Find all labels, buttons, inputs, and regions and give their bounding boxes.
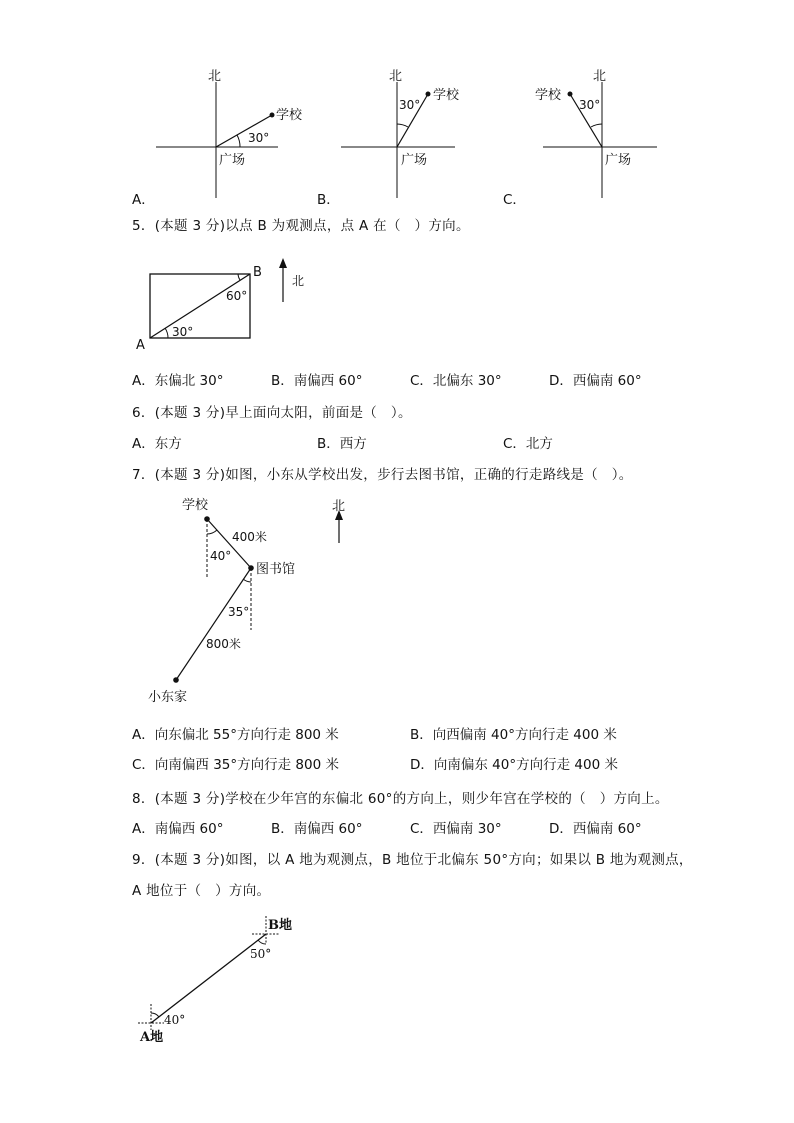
north-label: 北 <box>208 69 222 84</box>
angle-label: 30° <box>399 98 421 112</box>
distance-400-label: 400米 <box>232 530 267 544</box>
angle-50-label: 50° <box>250 947 272 961</box>
point-a-label: A <box>136 338 145 353</box>
figure-option-a <box>150 60 310 205</box>
north-label: 北 <box>389 69 403 84</box>
north-label: 北 <box>292 274 305 288</box>
q5-option-d[interactable]: D．西偏南 60° <box>549 373 642 389</box>
q7-option-b[interactable]: B．向西偏南 40°方向行走 400 米 <box>410 727 617 743</box>
q5-option-b[interactable]: B．南偏西 60° <box>271 373 363 389</box>
angle-35-label: 35° <box>228 605 250 619</box>
option-c-label: C． <box>503 192 526 208</box>
question-6-text: 6．(本题 3 分)早上面向太阳，前面是（ ）。 <box>132 405 412 421</box>
plaza-label: 广场 <box>219 153 246 168</box>
q7-option-a[interactable]: A．向东偏北 55°方向行走 800 米 <box>132 727 339 743</box>
q8-option-a[interactable]: A．南偏西 60° <box>132 821 224 837</box>
angle-label: 30° <box>248 131 270 145</box>
school-label: 学校 <box>535 88 562 103</box>
question-5-figure <box>130 258 330 353</box>
north-label: 北 <box>332 499 346 514</box>
point-b-label: B地 <box>268 918 292 933</box>
figure-option-b <box>335 60 495 205</box>
north-label: 北 <box>593 69 607 84</box>
school-label: 学校 <box>433 88 460 103</box>
angle-label: 30° <box>579 98 601 112</box>
question-7-text: 7．(本题 3 分)如图，小东从学校出发，步行去图书馆，正确的行走路线是（ ）。 <box>132 467 633 483</box>
q7-option-c[interactable]: C．向南偏西 35°方向行走 800 米 <box>132 757 339 773</box>
q6-option-c[interactable]: C．北方 <box>503 436 553 452</box>
question-8-text: 8．(本题 3 分)学校在少年宫的东偏北 60°的方向上，则少年宫在学校的（ ）方向上。 <box>132 791 669 807</box>
library-label: 图书馆 <box>256 562 296 577</box>
home-label: 小东家 <box>148 690 188 705</box>
plaza-label: 广场 <box>605 153 632 168</box>
q7-option-d[interactable]: D．向南偏东 40°方向行走 400 米 <box>410 757 618 773</box>
q5-option-c[interactable]: C．北偏东 30° <box>410 373 502 389</box>
question-7-figure <box>140 490 360 710</box>
question-5-text: 5．(本题 3 分)以点 B 为观测点，点 A 在（ ）方向。 <box>132 218 470 234</box>
option-a-label: A． <box>132 192 155 208</box>
question-9-figure <box>130 910 330 1050</box>
distance-800-label: 800米 <box>206 637 241 651</box>
point-b-label: B <box>253 265 262 280</box>
figure-option-c <box>535 60 695 205</box>
option-b-label: B． <box>317 192 340 208</box>
school-label: 学校 <box>276 108 303 123</box>
q5-option-a[interactable]: A．东偏北 30° <box>132 373 224 389</box>
angle-30-label: 30° <box>172 325 194 339</box>
q6-option-a[interactable]: A．东方 <box>132 436 182 452</box>
school-label: 学校 <box>182 498 209 513</box>
question-9-text-line-2: A 地位于（ ）方向。 <box>132 883 271 899</box>
angle-40-label: 40° <box>164 1013 186 1027</box>
q8-option-b[interactable]: B．南偏西 60° <box>271 821 363 837</box>
angle-40-label: 40° <box>210 549 232 563</box>
q8-option-d[interactable]: D．西偏南 60° <box>549 821 642 837</box>
plaza-label: 广场 <box>401 153 428 168</box>
point-a-label: A地 <box>140 1030 164 1045</box>
q6-option-b[interactable]: B．西方 <box>317 436 367 452</box>
angle-60-label: 60° <box>226 289 248 303</box>
q8-option-c[interactable]: C．西偏南 30° <box>410 821 502 837</box>
question-9-text-line-1: 9．(本题 3 分)如图，以 A 地为观测点，B 地位于北偏东 50°方向；如果以 B 地为观测点， <box>132 852 693 868</box>
